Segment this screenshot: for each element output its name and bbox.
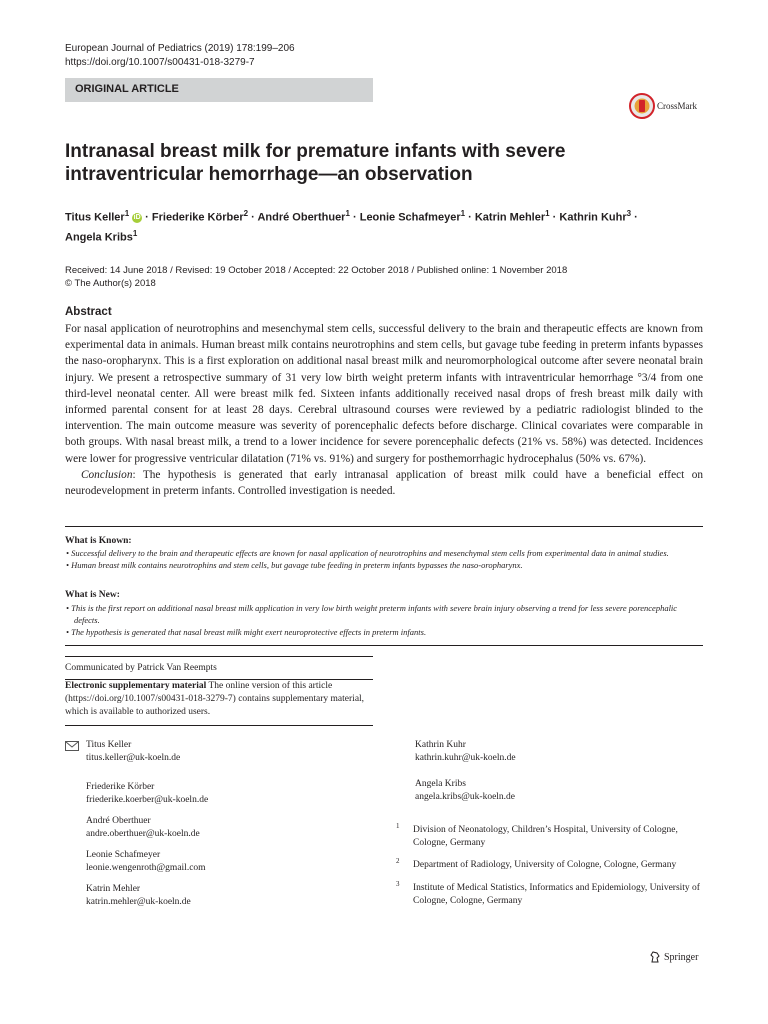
author-name[interactable]: Angela Kribs [65,231,133,244]
contact-entry [86,739,180,765]
author-affiliation-ref: 1 [460,209,466,218]
author-affiliation-ref: 3 [626,209,632,218]
contact-entry [86,883,191,909]
author-name[interactable]: Leonie Schafmeyer [359,211,461,224]
abstract-heading: Abstract [65,306,112,318]
contact-entry [86,781,208,807]
crossmark-icon [629,93,655,119]
author-separator: · [145,211,149,224]
affiliation-number: 1 [396,822,400,830]
esm-link[interactable]: https://doi.org/10.1007/s00431-018-3279-7 [68,694,233,704]
publisher-name: Springer [664,951,699,963]
contact-name: André Oberthuer [86,816,151,826]
contact-email[interactable]: andre.oberthuer@uk-koeln.de [86,829,200,839]
author-name[interactable]: Titus Keller [65,211,125,224]
affiliation-text: Institute of Medical Statistics, Informatics and Epidemiology, University of Cologne, Cologne, Germany [413,883,700,906]
author-affiliation-ref: 1 [545,209,550,218]
abstract-conclusion [65,467,703,499]
affiliation-text: Division of Neonatology, Children’s Hospital, University of Cologne, Cologne, Germany [413,825,678,848]
author-separator: · [634,211,638,224]
conclusion-text: : The hypothesis is generated that early intranasal application of breast milk could have a beneficial effect on neurodevelopment in preterm infants. Controlled investigation is needed. [65,468,703,498]
abstract-text: For nasal application of neurotrophins and mesenchymal stem cells, successful delivery to the brain and therapeutic effects are known from experimental data in animals. Human breast milk contains neurotrophins and stem cells, but gavage tube feeding in preterm infants bypasses the naso-oropharynx. This is a first exploration on additional nasal breast milk and neuromorphological outcome after severe neonatal brain injury. We present a retrospective summary of 31 very low birth weight preterm infants with intraventricular hemorrhage °3/4 from one third-level neonatal center. All were breast milk fed. Sixteen infants additionally received nasal drops of fresh breast milk daily with informed parental consent for at least 28 days. Cerebral ultrasound courses were reviewed by a pediatric radiologist blinded to the intervention. The main outcome measure was severity of porencephalic defects before discharge. Clinical covariates were comparable in both groups. With nasal breast milk, a trend to a lower incidence for severe porencephalic defects (21% vs. 58%) was detected. Incidences were lower for progressive ventricular dilatation (71% vs. 91%) and surgery for posthemorrhagic hydrocephalus (50% vs. 67%). [65,323,703,465]
contact-name: Kathrin Kuhr [415,740,466,750]
contact-email[interactable]: friederike.koerber@uk-koeln.de [86,795,209,805]
contact-entry [415,778,515,804]
author-name[interactable]: Katrin Mehler [474,211,546,224]
contact-email[interactable]: kathrin.kuhr@uk-koeln.de [415,753,516,763]
what-is-new-list [65,602,703,638]
contact-entry [86,849,206,875]
list-item: • Human breast milk contains neurotrophins and stem cells, but gavage tube feeding in preterm infants bypasses the naso-oropharynx. [66,560,523,570]
esm-text-before: The online version of this article ( [65,681,333,704]
known-new-box [65,526,703,646]
what-is-new-heading: What is New: [65,590,120,600]
conclusion-label: Conclusion [81,468,133,481]
article-type-banner: ORIGINAL ARTICLE [65,78,373,102]
crossmark-label: CrossMark [657,101,697,111]
author-separator: · [251,211,255,224]
author-affiliation-ref: 2 [243,209,249,218]
copyright-notice: © The Author(s) 2018 [65,278,156,289]
article-title: Intranasal breast milk for premature infants with severe intraventricular hemorrhage—an observation [65,141,566,185]
affiliation-text: Department of Radiology, University of Cologne, Cologne, Germany [413,860,677,870]
author-affiliation-ref: 1 [345,209,350,218]
orcid-icon[interactable]: iD [133,213,141,221]
list-item: • Successful delivery to the brain and therapeutic effects are known for nasal application of neurotrophins and mesenchymal stem cells from experimental data in animal studies. [66,548,669,558]
author-name[interactable]: Kathrin Kuhr [559,211,627,224]
publication-dates: Received: 14 June 2018 / Revised: 19 October 2018 / Accepted: 22 October 2018 / Published online: 1 November 2018 [65,265,568,276]
author-separator: · [352,211,357,224]
author-list [65,206,705,245]
esm-label: Electronic supplementary material [65,681,207,691]
author-affiliation-ref: 1 [132,228,138,238]
envelope-icon [65,741,79,751]
affiliation-number: 3 [396,880,400,888]
publisher-logo [649,951,698,963]
contact-name: Katrin Mehler [86,884,141,894]
contact-name: Titus Keller [86,740,132,750]
crossmark-badge[interactable] [629,93,697,119]
author-separator: · [552,211,557,224]
contact-entry [415,739,516,765]
author-name[interactable]: André Oberthuer [257,211,346,224]
esm-text-after: ) contains supplementary material, which is available to authorized users. [65,694,365,717]
journal-citation: European Journal of Pediatrics (2019) 178:199–206 [65,43,295,54]
doi-link[interactable]: https://doi.org/10.1007/s00431-018-3279-7 [65,57,255,68]
what-is-known-list [65,547,703,571]
affiliation-number: 2 [396,857,400,865]
abstract-body [65,321,703,499]
what-is-known-heading: What is Known: [65,536,132,546]
list-item: • This is the first report on additional nasal breast milk application in very low birth weight preterm infants with severe brain injury observing a trend for less severe porencephalic defects. [66,603,678,625]
author-separator: · [468,211,472,224]
supplementary-material-note [65,680,373,726]
communicated-by [65,656,373,680]
contact-email[interactable]: leonie.wengenroth@gmail.com [86,863,206,873]
list-item: • The hypothesis is generated that nasal breast milk might exert neuroprotective effects in preterm infants. [66,627,427,637]
author-affiliation-ref: 1 [124,209,130,218]
contact-email[interactable]: katrin.mehler@uk-koeln.de [86,897,191,907]
contact-name: Angela Kribs [415,779,466,789]
communicated-by-text: Communicated by Patrick Van Reempts [65,663,217,673]
springer-horse-icon [649,951,661,963]
contact-email[interactable]: angela.kribs@uk-koeln.de [415,792,516,802]
contact-name: Friederike Körber [86,782,155,792]
contact-email[interactable]: titus.keller@uk-koeln.de [86,753,181,763]
contact-entry [86,815,200,841]
author-name[interactable]: Friederike Körber [151,211,244,224]
contact-name: Leonie Schafmeyer [86,850,161,860]
